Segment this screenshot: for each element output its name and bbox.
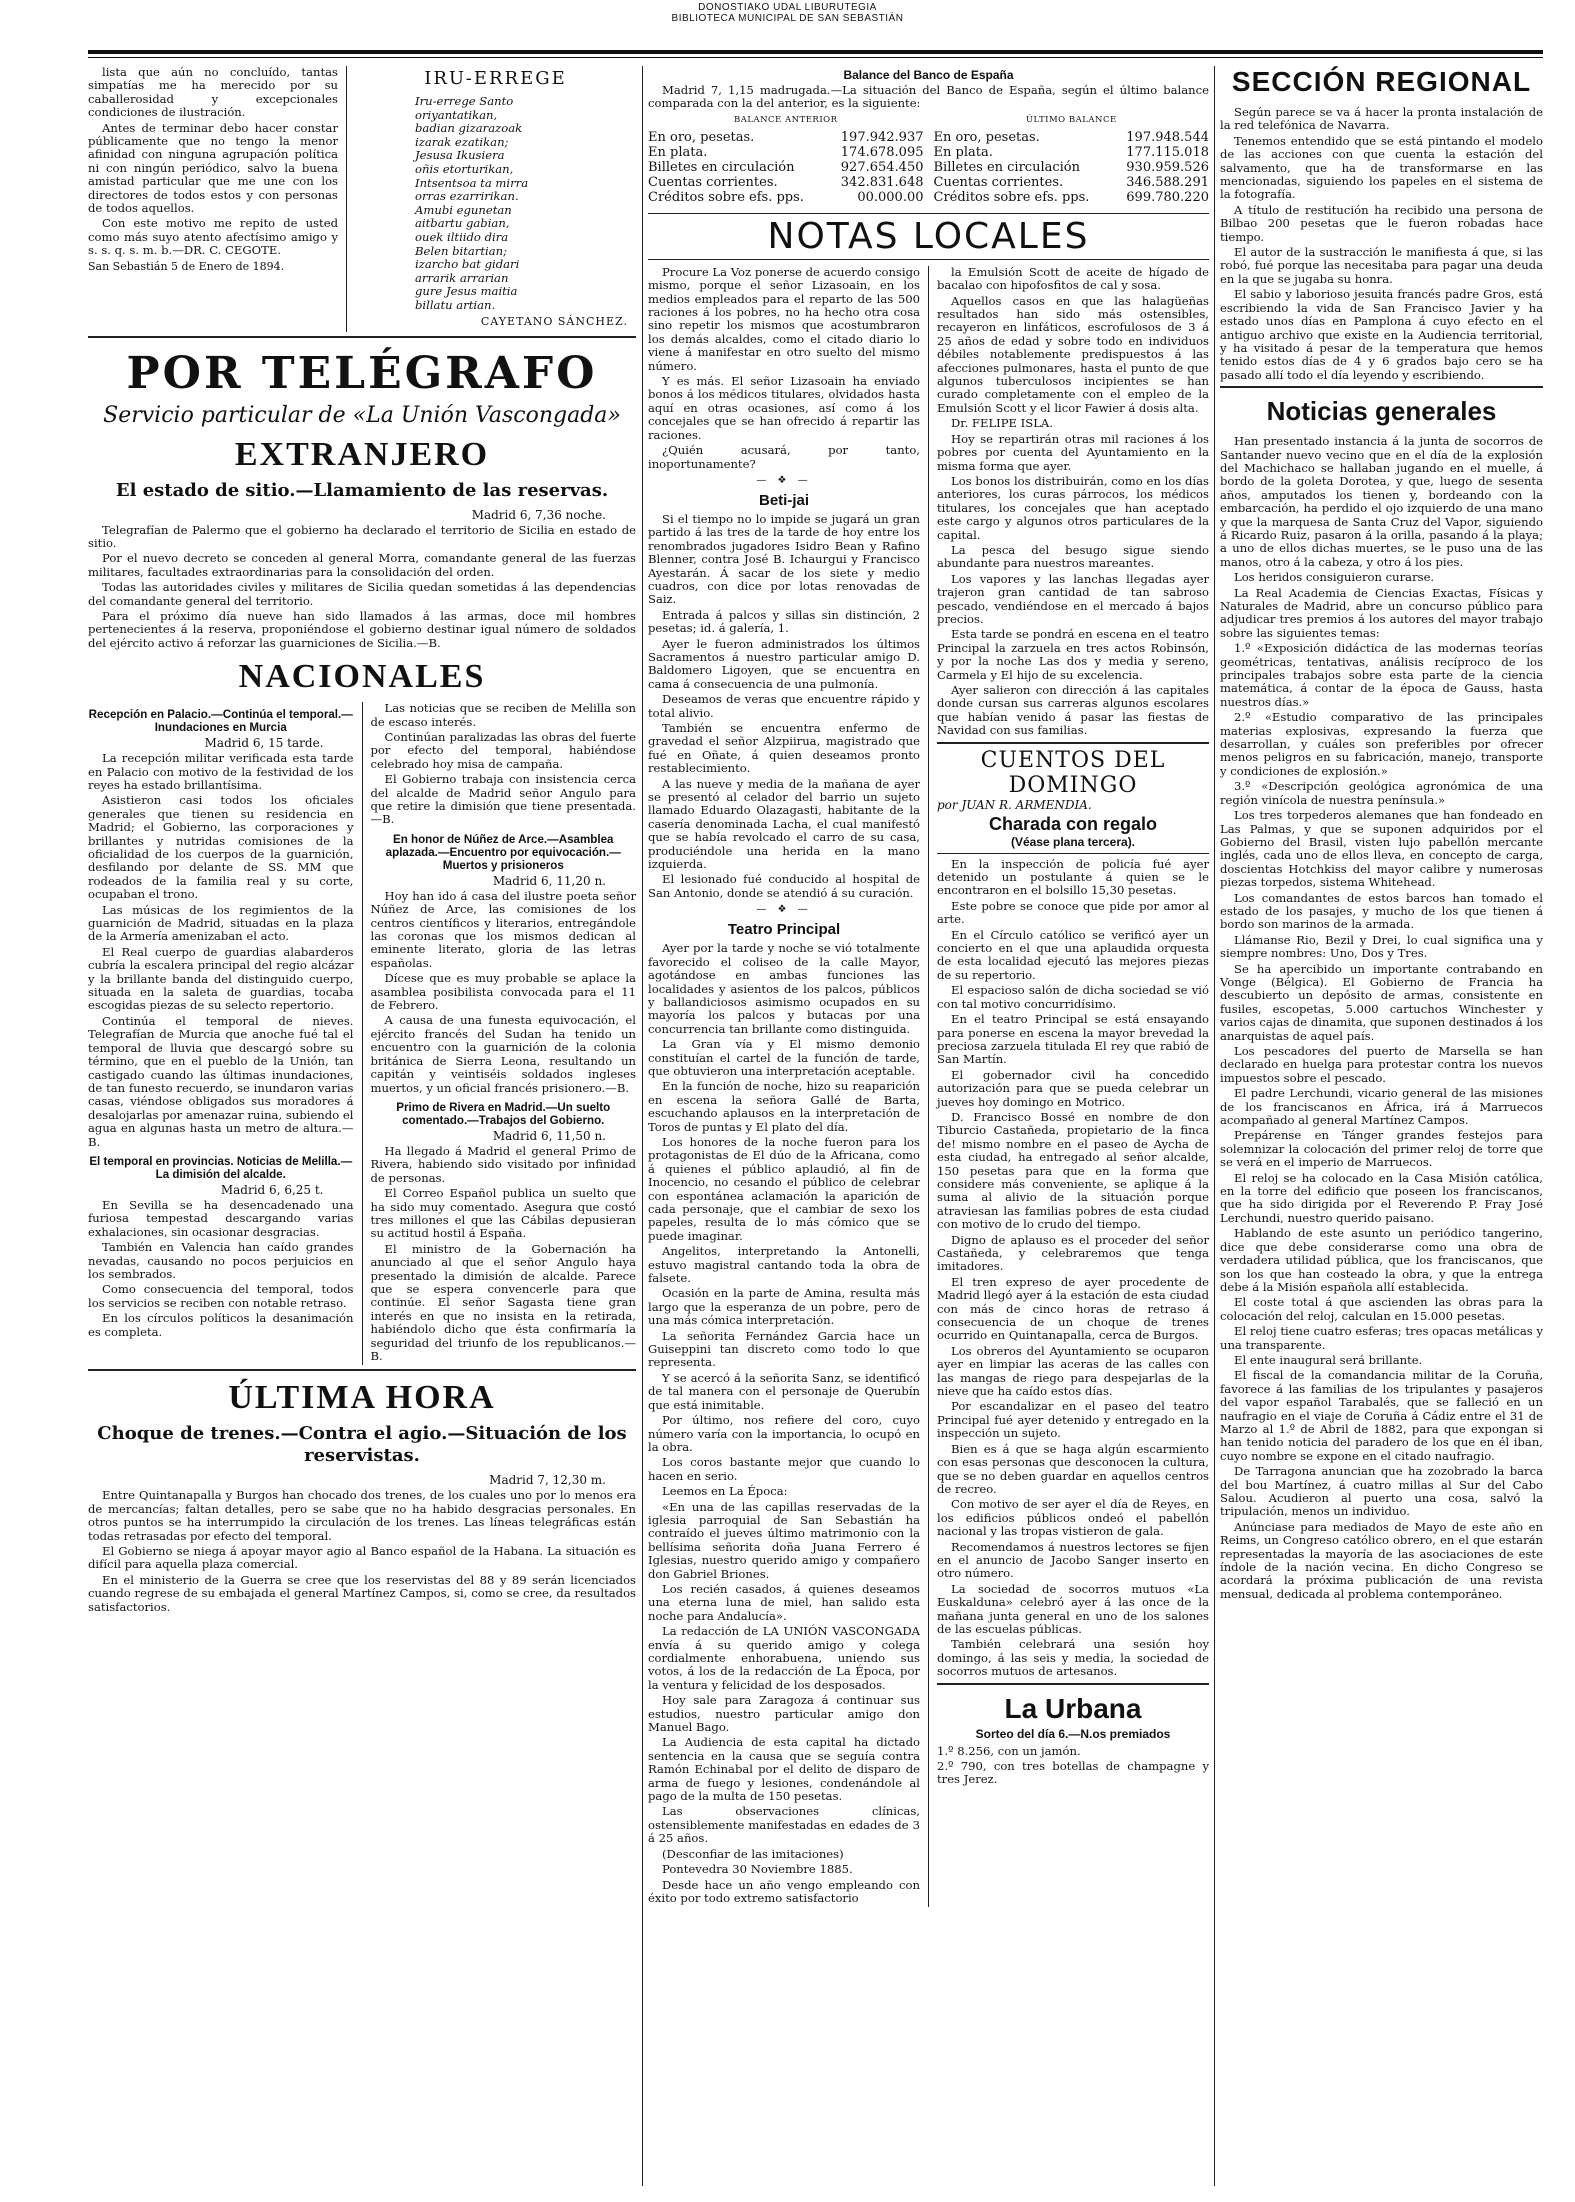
telegrafo-subtitle: Servicio particular de «La Unión Vascongada» bbox=[103, 402, 621, 428]
news-subhead: El temporal en provincias. Noticias de Melilla.—La dimisión del alcalde. bbox=[89, 1154, 353, 1181]
ornament-divider: — ❖ — bbox=[756, 904, 812, 916]
news-paragraph: El Gobierno trabaja con insistencia cerca del alcalde de Madrid señor Angulo para que retire la dimisión que tiene presentada.—B. bbox=[370, 772, 636, 827]
nacionales-left bbox=[88, 702, 354, 1365]
news-paragraph: Ha llegado á Madrid el general Primo de Rivera, habiendo sido visitado por infinidad de personas. bbox=[370, 1143, 636, 1185]
news-paragraph: Angelitos, interpretando la Antonelli, estuvo magistral cantando toda la obra de falsete. bbox=[648, 1244, 920, 1286]
news-paragraph: En el Círculo católico se verificó ayer un concierto en el que una aplaudida orquesta de esta localidad ejecutó las mejores piezas de su repertorio. bbox=[937, 927, 1209, 982]
urbana-item: 1.º 8.256, con un jamón. bbox=[937, 1743, 1081, 1758]
item-title: Beti-jai bbox=[758, 491, 809, 509]
noticias-paragraph: Se ha apercibido un importante contrabando en Vonge (Bélgica). El Gobierno de Francia ha descubierto un depósito de armas, consistente en fusiles, escopetas, 5.000 cartuchos Winchester y varios cajas de dinamita, que suponen destinados á los anarquistas de aquel país. bbox=[1220, 961, 1543, 1043]
bank-row bbox=[934, 130, 1210, 145]
news-paragraph: Desde hace un año vengo empleando con éxito por todo extremo satisfactorio bbox=[648, 1877, 920, 1905]
news-subhead: Primo de Rivera en Madrid.—Un suelto comentado.—Trabajos del Gobierno. bbox=[396, 1100, 611, 1127]
news-paragraph: Ayer por la tarde y noche se vió totalmente favorecido el coliseo de la calle Mayor, agotándose en ambas funciones las localidades y asientos de los palcos, públicos y ballandiciosos asimismo ocupados en su mayoría los palcos y butacas por una concurrencia tan brillante como distinguida. bbox=[648, 941, 920, 1036]
bank-row bbox=[934, 160, 1210, 175]
regional-paragraph: El autor de la sustracción le manifiesta á que, si las robó, fué porque las necesitaba para pagar una deuda en la que se jugaba su honra. bbox=[1220, 245, 1543, 286]
news-paragraph: Los coros bastante mejor que cuando lo hacen en serio. bbox=[648, 1455, 920, 1483]
noticias-paragraph: El padre Lerchundi, vicario general de las misiones de los franciscanos en África, irá á Marruecos acompañado al general Martínez Campos. bbox=[1220, 1086, 1543, 1128]
news-paragraph: Los recién casados, á quienes deseamos una eterna luna de miel, han salido esta noche para Andalucía». bbox=[648, 1581, 920, 1623]
notas-block bbox=[648, 266, 1209, 1908]
news-paragraph: Y es más. El señor Lizasoain ha enviado bonos á los médicos titulares, olvidados hasta aquí en otras ocasiones, así como á los concejales que se han ofrecido á repartir las raciones. bbox=[648, 374, 920, 442]
notas-right bbox=[928, 266, 1209, 1908]
bank-table-prev bbox=[648, 113, 924, 205]
bank-label: Cuentas corrientes. bbox=[648, 174, 778, 190]
bank-row bbox=[934, 145, 1210, 160]
news-paragraph: Digno de aplauso es el proceder del señor Castañeda, y celebraremos que tenga imitadores. bbox=[937, 1232, 1209, 1274]
noticias-paragraph: 3.º «Descripción geológica agronómica de una región vinícola de nuestra península.» bbox=[1220, 779, 1543, 807]
noticias-paragraph: Prepárense en Tánger grandes festejos para solemnizar la colocación del primer reloj de torre que se verá en el imperio de Marruecos. bbox=[1220, 1128, 1543, 1170]
noticias-title: Noticias generales bbox=[1266, 396, 1497, 427]
news-paragraph: Los obreros del Ayuntamiento se ocuparon ayer en limpiar las aceras de las calles con las mangas de riego para despejarlas de la nieve que ha caído estos días. bbox=[937, 1343, 1209, 1399]
news-dateline: Madrid 6, 11,50 n. bbox=[492, 1128, 606, 1143]
poem-line: badian gizarazoak bbox=[415, 121, 523, 136]
news-paragraph: A las nueve y media de la mañana de ayer se presentó al celador del barrio un sujeto llamado Eduardo Olazagasti, habitante de la casería denominada Lacha, el cual manifestó que se había revolcado el carro de su casa, produciéndole una herida en la mano izquierda. bbox=[648, 776, 920, 872]
poem bbox=[346, 66, 636, 332]
ultima-headline: Choque de trenes.—Contra el agio.—Situación de los reservistas. bbox=[97, 1423, 627, 1467]
news-paragraph: Continúa el temporal de nieves. Telegrafían de Murcia que anoche fué tal el temporal de lluvia que descargó sobre su término, que en el pueblo de la Unión, tan castigado cuando las últimas inundaciones, de tan funesto recuerdo, se inundaron varias casas, viéndose obligados sus moradores á desalojarlas por amenazar ruina, subiendo el agua en algunas hasta un metro de altura.—B. bbox=[88, 1013, 354, 1149]
bank-value: 177.115.018 bbox=[1126, 144, 1209, 160]
news-paragraph: A causa de una funesta equivocación, el ejército francés del Sudan ha tenido un encuentro con la guarnición de la colonia británica de Sierra Leona, resultando un capitán y veintiséis soldados ingleses muertos, y un oficial francés prisionero.—B. bbox=[370, 1013, 636, 1095]
noticias-paragraph: Los heridos consiguieron curarse. bbox=[1234, 570, 1435, 585]
poem-line: arrarik arrarian bbox=[415, 270, 509, 285]
bank-value: 930.959.526 bbox=[1126, 159, 1209, 175]
news-paragraph: El ministro de la Gobernación ha anunciado al que el señor Angulo haya presentado la dimisión de alcalde. Parece que se espera convencerle para que continúe. El señor Sagasta tiene gran interés en que no insista en la retirada, habiéndolo dicho que ésta confirmaría la seguridad del triunfo de los republicanos.—B. bbox=[370, 1241, 636, 1363]
news-paragraph: Con motivo de ser ayer el día de Reyes, en los edificios públicos ondeó el pabellón nacional y las tropas vistieron de gala. bbox=[937, 1497, 1209, 1539]
charada-note: (Véase plana tercera). bbox=[1010, 834, 1136, 849]
letter-poem-block bbox=[88, 66, 636, 332]
nacionales-block bbox=[88, 702, 636, 1365]
news-paragraph: La sociedad de socorros mutuos «La Euskalduna» celebró ayer á las once de la mañana junta general en uno de los salones de las escuelas públicas. bbox=[937, 1581, 1209, 1636]
news-paragraph: Deseamos de veras que encuentre rápido y total alivio. bbox=[648, 692, 920, 720]
ultima-paragraph: Entre Quintanapalla y Burgos han chocado dos trenes, de los cuales uno por lo menos era de mercancías; faltan detalles, pero se sabe que no ha habido desgracias personales. En otros puntos se ha interrumpido la circulación de los trenes. Las líneas telegráficas están todas retrasadas por efecto del temporal. bbox=[88, 1488, 636, 1543]
poem-line: Jesusa Ikusiera bbox=[415, 148, 505, 163]
news-paragraph: Bien es á que se haga algún escarmiento con esas personas que desconocen la cultura, que se no deben guardar en aquellos centros de recreo. bbox=[937, 1441, 1209, 1496]
news-paragraph: La Audiencia de esta capital ha dictado sentencia en la causa que se seguía contra Ramón Echinabal por el delito de disparo de arma de fuego y lesiones, condenándole al pago de la multa de 150 pesetas. bbox=[648, 1735, 920, 1804]
extranjero-paragraph: Telegrafían de Palermo que el gobierno ha declarado el territorio de Sicilia en estado de sitio. bbox=[88, 522, 636, 550]
divider bbox=[1220, 386, 1543, 388]
bank-value: 197.948.544 bbox=[1126, 129, 1209, 145]
bank-intro: Madrid 7, 1,15 madrugada.—La situación del Banco de España, según el último balance comparada con la del anterior, es la siguiente: bbox=[648, 83, 1209, 111]
extranjero-dateline: Madrid 6, 7,36 noche. bbox=[471, 507, 606, 522]
news-paragraph: Asistieron casi todos los oficiales generales que tienen su residencia en Madrid; el Gobierno, las corporaciones y brillantes y nutridas comisiones de la oficialidad de los cuerpos de la guarnición, desfilando por delante de SS. MM que rodeados de la familia real y su corte, ocupaban el trono. bbox=[88, 793, 354, 902]
news-paragraph: Ayer salieron con dirección á las capitales donde cursan sus carreras algunos escolares que habían venido á pasar las fiestas de Navidad con sus familias. bbox=[937, 683, 1209, 738]
left-column bbox=[88, 66, 636, 2186]
news-paragraph: Ocasión en la parte de Amina, resulta más largo que la esperanza de un pobre, pero de una más cómica interpretación. bbox=[648, 1286, 920, 1328]
bank-table-last bbox=[934, 113, 1210, 205]
news-paragraph: También celebrará una sesión hoy domingo, á las seis y media, la sociedad de socorros mutuos de artesanos. bbox=[937, 1637, 1209, 1679]
news-paragraph: La redacción de LA UNIÓN VASCONGADA envía á su querido amigo y colega cordialmente enhorabuena, uniendo sus votos, á los de la redacción de La Época, por la ventura y felicidad de los desposados. bbox=[648, 1624, 920, 1692]
archive-stamp-line2: BIBLIOTECA MUNICIPAL DE SAN SEBASTIÁN bbox=[671, 13, 904, 24]
column-divider bbox=[1214, 66, 1215, 2186]
urbana-item: 2.º 790, con tres botellas de champagne y tres Jerez. bbox=[937, 1759, 1209, 1787]
news-paragraph: D. Francisco Bossé en nombre de don Tiburcio Castañeda, propietario de la finca de! mismo nombre en el paseo de Aycha de esta ciudad, ha entregado al señor alcalde, 150 pesetas para que en la forma que considere más conveniente, se aplique á la suma al alivio de la situación porque atraviesan las familias pobres de esta ciudad con motivo de lo crudo del tiempo. bbox=[937, 1109, 1209, 1232]
news-paragraph: Esta tarde se pondrá en escena en el teatro Principal la zarzuela en tres actos Robinsón, y por la noche Las dos y media y sereno, Carmela y El hijo de su excelencia. bbox=[937, 627, 1209, 682]
news-paragraph: Dr. FELIPE ISLA. bbox=[951, 416, 1053, 431]
noticias-paragraph: Llámanse Rio, Bezil y Drei, lo cual significa una y siempre nombres: Uno, Dos y Tres. bbox=[1220, 932, 1543, 961]
news-paragraph: En los círculos políticos la desanimación es completa. bbox=[88, 1311, 354, 1339]
bank-label: En oro, pesetas. bbox=[648, 129, 755, 145]
nacionales-title: NACIONALES bbox=[238, 658, 486, 696]
news-paragraph: Como consecuencia del temporal, todos los servicios se reciben con notable retraso. bbox=[88, 1282, 354, 1310]
bank-row bbox=[648, 160, 924, 175]
poem-line: Belen bitartian; bbox=[415, 243, 507, 258]
ornament-divider: — ❖ — bbox=[756, 474, 812, 486]
masthead-rule-thin bbox=[88, 57, 1543, 58]
poem-line: billatu artian. bbox=[415, 297, 496, 312]
bank-label: En oro, pesetas. bbox=[933, 129, 1040, 145]
news-paragraph: El lesionado fué conducido al hospital de San Antonio, donde se atendió á su curación. bbox=[648, 872, 920, 900]
news-paragraph: El tren expreso de ayer procedente de Madrid llegó ayer á la estación de esta ciudad con más de cinco horas de retraso á consecuencia de un choque de trenes ocurrido en Quintanapalla, cerca de Burgos. bbox=[937, 1274, 1209, 1343]
noticias-paragraph: De Tarragona anuncian que ha zozobrado la barca del bou Martínez, á cuatro millas al Sur del Cabo Salou. Acudieron al puerto una cosa, salvó la tripulación, menos un individuo. bbox=[1220, 1464, 1543, 1519]
regional-paragraph: El sabio y laborioso jesuita francés padre Gros, está escribiendo la vida de San Francisco Javier y ha estado unos días en Pamplona á cuyo efecto en el antiguo archivo que existe en la Audiencia territorial, y ha visitado á pesar de la temperatura que hemos tenido estos días de 4 y 6 grados bajo cero se ha pasado allí todo el día leyendo y escribiendo. bbox=[1220, 287, 1543, 382]
cuentos-title: CUENTOS DEL DOMINGO bbox=[980, 747, 1166, 798]
poem-line: Intsentsoa ta mirra bbox=[415, 175, 529, 190]
item-title: Teatro Principal bbox=[727, 921, 841, 939]
news-paragraph: Recomendamos á nuestros lectores se fijen en el anuncio de Jacobo Sanger inserto en otro número. bbox=[937, 1539, 1209, 1581]
news-paragraph: El Real cuerpo de guardias alabarderos cubría la escalera principal del regio alcázar y la brillante banda del distinguido cuerpo, situada en la saleta de guardias, tocaba escogidas piezas de su selecto repertorio. bbox=[88, 944, 354, 1013]
bank-tables bbox=[648, 113, 1209, 205]
news-paragraph: En la inspección de policía fué ayer detenido un postulante á quien se le encontraron en el bolsillo 15,30 pesetas. bbox=[937, 856, 1209, 898]
news-paragraph: Hoy han ido á casa del ilustre poeta señor Núñez de Arce, las comisiones de los centros científicos y literarios, entregándole las coronas que los mismos dedican al eminente literato, gloria de las letras españolas. bbox=[370, 888, 636, 970]
news-paragraph: Entrada á palcos y sillas sin distinción, 2 pesetas; id. á galería, 1. bbox=[648, 607, 920, 636]
noticias-paragraph: El fiscal de la comandancia militar de la Coruña, favorece á las familias de los tripulantes y pasajeros del vapor español Tarabalés, que se falleció en un naufragio en el viaje de Coruña á Cádiz entre el 31 de Marzo al 1.º de Abril de 1882, para que expongan si han tenido noticia del paradero de los que en él iban, cuyo nombre se expone en el citado naufragio. bbox=[1220, 1368, 1543, 1463]
bank-label: En plata. bbox=[933, 144, 993, 160]
extranjero-paragraph: Por el nuevo decreto se conceden al general Morra, comandante general de las fuerzas militares, facultades extraordinarias para la consolidación del orden. bbox=[88, 551, 636, 579]
bank-label: Billetes en circulación bbox=[933, 159, 1080, 175]
noticias-paragraph: Los tres torpederos alemanes que han fondeado en Las Palmas, y que se suponen adquiridos por el Gobierno del Brasil, visten lujo pabellón mercante inglés, cada uno de ellos lleva, en concepto de carga, doscientas Hotchkiss del mayor calibre y numerosas piezas torpedos, sistema Whitehead. bbox=[1220, 808, 1543, 890]
news-paragraph: Las observaciones clínicas, ostensiblemente manifestadas en edades de 3 á 25 años. bbox=[648, 1804, 920, 1846]
letter-signoff: San Sebastián 5 de Enero de 1894. bbox=[88, 259, 285, 273]
news-subhead: En honor de Núñez de Arce.—Asamblea aplazada.—Encuentro por equivocación.—Muertos y prisioneros bbox=[385, 832, 621, 872]
letter-paragraph: lista que aún no concluído, tantas simpatías me ha merecido por su caballerosidad y excepcionales condiciones de ilustración. bbox=[88, 66, 338, 120]
news-dateline: Madrid 6, 11,20 n. bbox=[492, 873, 606, 888]
notas-left bbox=[648, 266, 920, 1908]
news-paragraph: Por último, nos refiere del coro, cuyo número varía con la importancia, lo ocupó en la obra. bbox=[648, 1413, 920, 1454]
news-paragraph: Dícese que es muy probable se aplace la asamblea posibilista convocada para el 11 de Febrero. bbox=[370, 971, 636, 1013]
news-paragraph: (Desconfiar de las imitaciones) bbox=[662, 1846, 844, 1861]
news-paragraph: En la función de noche, hizo su reaparición en escena la señora Gallé de Barta, escuchando aplausos en la interpretación de Toros de puntas y El plato del día. bbox=[648, 1079, 920, 1134]
divider bbox=[937, 853, 1209, 854]
letter bbox=[88, 66, 338, 332]
ultima-title: ÚLTIMA HORA bbox=[228, 1379, 496, 1417]
bank-row bbox=[648, 145, 924, 160]
bank-row bbox=[934, 175, 1210, 190]
poem-line: Iru-errege Santo bbox=[415, 94, 514, 108]
news-dateline: Madrid 6, 6,25 t. bbox=[220, 1182, 324, 1197]
news-paragraph: «En una de las capillas reservadas de la iglesia parroquial de San Sebastián ha contraído el jueves último matrimonio con la bellísima señorita doña Juana Ferrero é Iglesias, nuestro querido amigo y compañero don Gabriel Briones. bbox=[648, 1499, 920, 1581]
noticias-paragraph: Los comandantes de estos barcos han tomado el estado de los pasajes, y mucho de los que tienen á bordo son marinos de la armada. bbox=[1220, 890, 1543, 932]
archive-stamp bbox=[0, 2, 1575, 24]
bank-value: 00.000.00 bbox=[857, 189, 924, 205]
news-paragraph: Aquellos casos en que las halagüeñas resultados han sido más ostensibles, recayeron en linfáticos, escrofulosos de 3 á 25 años de edad y sobre todo en individuos débiles notablemente predispuestos á las afecciones pulmonares, hasta el punto de que algunos tuberculosos incipientes se han curado completamente con el empleo de la Emulsión Scott y el licor Fawier á dosis alta. bbox=[937, 293, 1209, 415]
news-paragraph: Ayer le fueron administrados los últimos Sacramentos á nuestro particular amigo D. Baldomero Ligoyen, que se encuentra en cama á consecuencia de una pulmonía. bbox=[648, 636, 920, 691]
poem-signature: CAYETANO SÁNCHEZ. bbox=[480, 314, 628, 328]
poem-line: orras ezarririkan. bbox=[415, 189, 519, 204]
letter-paragraph: Con este motivo me repito de usted como más suyo atento afectísimo amigo y s. s. q. s. m. b.—DR. C. CEGOTE. bbox=[88, 216, 338, 258]
poem-lines bbox=[355, 95, 636, 313]
bank-row bbox=[648, 175, 924, 190]
bank-value: 699.780.220 bbox=[1126, 189, 1209, 205]
news-paragraph: También se encuentra enfermo de gravedad el señor Alzpiirua, magistrado que fué en Oñate, á quien deseamos pronto restablecimiento. bbox=[648, 721, 920, 776]
noticias-paragraph: El reloj tiene cuatro esferas; tres opacas metálicas y una transparente. bbox=[1220, 1324, 1543, 1352]
news-paragraph: El Correo Español publica un suelto que ha sido muy comentado. Asegura que costó tres millones el que las Cábilas depusieran su actitud hostil á España. bbox=[370, 1186, 636, 1241]
poem-line: izarak ezatikan; bbox=[415, 134, 509, 149]
news-paragraph: En Sevilla se ha desencadenado una furiosa tempestad descargando varias exhalaciones, sin ocasionar desgracias. bbox=[88, 1197, 354, 1239]
noticias-paragraph: 1.º «Exposición didáctica de las modernas teorías geométricas, tentativas, análisis recíproco de los principales trabajos sobre esta parte de la ciencia matemática, á contar de la época de Gauss, hasta nuestros días.» bbox=[1220, 641, 1543, 709]
news-paragraph: Leemos en La Época: bbox=[662, 1484, 788, 1499]
extranjero-title: EXTRANJERO bbox=[234, 435, 490, 473]
news-paragraph: Las músicas de los regimientos de la guarnición de Madrid, situadas en la plaza de la Armería amenizaban el acto. bbox=[88, 902, 354, 944]
regional-paragraph: Tenemos entendido que se está pintando el modelo de las acciones con que cuenta la estación del salvamento, que ha de transformarse en las mencionadas, siguiendo los papeles en el sistema de la fotografía. bbox=[1220, 133, 1543, 202]
ultima-paragraph: En el ministerio de la Guerra se cree que los reservistas del 88 y 89 serán licenciados cuando regrese de su embajada el general Martínez Campos, si, como se cree, da resultados satisfactorios. bbox=[88, 1572, 636, 1614]
masthead-rule bbox=[88, 50, 1543, 54]
news-paragraph: También en Valencia han caído grandes nevadas, causando no pocos perjuicios en los sembrados. bbox=[88, 1240, 354, 1281]
news-paragraph: Los vapores y las lanchas llegadas ayer trajeron gran cantidad de tan sabroso pescado, vendiéndose en el mercado á bajos precios. bbox=[937, 571, 1209, 626]
poem-line: gure Jesus maitia bbox=[415, 284, 518, 299]
news-paragraph: la Emulsión Scott de aceite de hígado de bacalao con hipofosfitos de cal y sosa. bbox=[937, 264, 1209, 293]
letter-paragraph: Antes de terminar debo hacer constar públicamente que no tengo la menor afinidad con ninguna agrupación política ni con ningún periódico, salvo la buena amistad particular que me une con los directores de todos estos y con personas de todos aquellos. bbox=[88, 120, 338, 216]
charada-title: Charada con regalo bbox=[988, 813, 1158, 834]
notas-title: NOTAS LOCALES bbox=[648, 213, 1209, 260]
noticias-paragraph: Han presentado instancia á la junta de socorros de Santander nuevo vecino que en el día de la explosión del Machichaco se hallaban jugando en el muelle, á bordo de la goleta Dorotea, y que, luego de sesenta años, amputados los tienen y, bordeando con la embarcación, ha perdido el ojo izquierdo de una mano y que la marquesa de Santa Cruz del Vapor, siguiendo á Ricardo Ruiz, pasaron á la orilla, pasando á la playa; a uno de ellos dichas muertes, se le puso una de las manos, otro á la cabeza, y otro á los pies. bbox=[1220, 434, 1543, 569]
news-paragraph: ¿Quién acusará, por tanto, inoportunamente? bbox=[648, 443, 920, 471]
news-paragraph: Si el tiempo no lo impide se jugará un gran partido á las tres de la tarde de hoy entre los renombrados jugadores Isidro Bean y Rafino Blenner, contra José B. Ichaurgui y Francisco Ayestarán. Á sacar de los siete y medio cuadros, con dice por lotas renovadas de Saiz. bbox=[648, 511, 920, 607]
poem-line: aitbartu gabian, bbox=[415, 216, 510, 231]
poem-line: ouek iltiido dira bbox=[415, 229, 509, 244]
bank-value: 927.654.450 bbox=[840, 159, 924, 175]
news-paragraph: Las noticias que se reciben de Melilla son de escaso interés. bbox=[370, 701, 636, 729]
news-paragraph: Pontevedra 30 Noviembre 1885. bbox=[662, 1862, 853, 1877]
extranjero-paragraph: Todas las autoridades civiles y militares de Sicilia quedan sometidas á las dependencias del comandante general del territorio. bbox=[88, 580, 636, 608]
extranjero-headline: El estado de sitio.—Llamamiento de las reservas. bbox=[115, 479, 609, 501]
regional-paragraph: Según parece se va á hacer la pronta instalación de la red telefónica de Navarra. bbox=[1220, 105, 1543, 133]
archive-stamp-line1: DONOSTIAKO UDAL LIBURUTEGIA bbox=[698, 2, 877, 13]
news-paragraph: Y se acercó á la señorita Sanz, se identificó de tal manera con el personaje de Querubín que está inimitable. bbox=[648, 1370, 920, 1412]
nacionales-right bbox=[362, 702, 637, 1365]
noticias-paragraph: 2.º «Estudio comparativo de las principales materias explosivas, expresando la fuerza que desarrollan, y cuáles son preferibles por ofrecer menos peligros en su fabricación, manejo, transporte y condiciones de explosión.» bbox=[1220, 710, 1543, 778]
noticias-paragraph: El coste total á que ascienden las obras para la colocación del reloj, calculan en 15.000 pesetas. bbox=[1220, 1295, 1543, 1323]
news-paragraph: La señorita Fernández Garcia hace un Guiseppini tan discreto como todo lo que representa. bbox=[648, 1328, 920, 1370]
news-paragraph: El espacioso salón de dicha sociedad se vió con tal motivo concurridísimo. bbox=[937, 983, 1209, 1011]
bank-value: 197.942.937 bbox=[840, 129, 924, 145]
column-divider bbox=[642, 66, 643, 2186]
cuentos-author: por JUAN R. ARMENDIA. bbox=[937, 797, 1092, 812]
bank-label: En plata. bbox=[648, 144, 708, 160]
seccion-regional-title: SECCIÓN REGIONAL bbox=[1231, 66, 1532, 97]
news-paragraph: La recepción militar verificada esta tarde en Palacio con motivo de la festividad de los reyes ha estado brillantísima. bbox=[88, 751, 354, 792]
bank-label: Billetes en circulación bbox=[648, 159, 795, 175]
bank-value: 346.588.291 bbox=[1126, 174, 1209, 190]
bank-row bbox=[934, 190, 1210, 205]
news-dateline: Madrid 6, 15 tarde. bbox=[204, 736, 324, 751]
news-paragraph: Hoy se repartirán otras mil raciones á los pobres por cuenta del Ayuntamiento en la misma forma que ayer. bbox=[937, 431, 1209, 473]
ultima-dateline: Madrid 7, 12,30 m. bbox=[489, 1473, 606, 1488]
news-subhead: Recepción en Palacio.—Continúa el temporal.—Inundaciones en Murcia bbox=[88, 708, 353, 735]
right-column bbox=[1220, 66, 1543, 2186]
news-paragraph: Los bonos los distribuirán, como en los días anteriores, los curas párrocos, los médicos titulares, los concejales que han aceptado este cargo y algunos otros particulares de la capital. bbox=[937, 473, 1209, 542]
poem-line: oriyantatikan, bbox=[415, 107, 498, 122]
bank-label: Créditos sobre efs. pps. bbox=[648, 189, 804, 205]
poem-line: oñis etorturikan, bbox=[415, 161, 514, 176]
news-paragraph: En el teatro Principal se está ensayando para ponerse en escena la mayor brevedad la preciosa zarzuela titulada El rey que rabió de San Martín. bbox=[937, 1012, 1209, 1067]
poem-line: Amubi egunetan bbox=[415, 202, 512, 217]
urbana-sorteo: Sorteo del día 6.—N.os premiados bbox=[975, 1726, 1171, 1741]
divider bbox=[937, 1683, 1209, 1685]
noticias-paragraph: Anúnciase para mediados de Mayo de este año en Reims, un Congreso católico obrero, en el que estarán representadas la mayoría de las asociaciones de este índole de la nación vecina. En dicho Congreso se acordará la próxima publicación de una revista mensual, dedicada al problema contemporáneo. bbox=[1220, 1519, 1543, 1601]
poem-line: izarcho bat gidari bbox=[415, 257, 520, 272]
noticias-paragraph: El reloj se ha colocado en la Casa Misión católica, en la torre del edificio que poseen los franciscanos, que ha sido dirigida por el Reverendo P. Fray José Lerchundi, nuestro querido paisano. bbox=[1220, 1170, 1543, 1225]
urbana-title: La Urbana bbox=[1004, 1692, 1142, 1724]
bank-value: 174.678.095 bbox=[840, 144, 924, 160]
bank-label: Cuentas corrientes. bbox=[933, 174, 1064, 190]
news-paragraph: La Gran vía y El mismo demonio constituían el cartel de la función de tarde, que obtuvieron una interpretación aceptable. bbox=[648, 1037, 920, 1078]
bank-last-caption: ÚLTIMO BALANCE bbox=[1025, 114, 1117, 125]
noticias-paragraph: La Real Academia de Ciencias Exactas, Físicas y Naturales de Madrid, abre un concurso público para adjudicar tres premios á los autores del mayor trabajo sobre las siguientes temas: bbox=[1220, 585, 1543, 640]
divider bbox=[937, 742, 1209, 744]
ultima-paragraph: El Gobierno se niega á apoyar mayor agio al Banco español de la Habana. La situación es difícil para aquella plaza comercial. bbox=[88, 1544, 636, 1572]
divider bbox=[88, 336, 636, 338]
bank-row bbox=[648, 130, 924, 145]
bank-label: Créditos sobre efs. pps. bbox=[933, 189, 1090, 205]
news-paragraph: El gobernador civil ha concedido autorización para que se pueda celebrar un jueves hoy domingo en Motrico. bbox=[937, 1067, 1209, 1109]
bank-prev-caption: BALANCE ANTERIOR bbox=[733, 114, 838, 125]
news-paragraph: Hoy sale para Zaragoza á continuar sus estudios, nuestro particular amigo don Manuel Bago. bbox=[648, 1693, 920, 1735]
telegrafo-title: POR TELÉGRAFO bbox=[126, 347, 598, 399]
regional-paragraph: A título de restitución ha recibido una persona de Bilbao 200 pesetas que le fueron robadas hace tiempo. bbox=[1220, 202, 1543, 244]
bank-row bbox=[648, 190, 924, 205]
poem-title: IRU-ERREGE bbox=[424, 68, 567, 89]
news-paragraph: Procure La Voz ponerse de acuerdo consigo mismo, porque el señor Lizasoain, en los medios empleados para el reparto de las 500 raciones á los pobres, no ha hecho otra cosa sino repetir los mismos que acostumbraron los demás alcaldes, como el citado diario lo viene á manifestar en otro suelto del mismo número. bbox=[648, 264, 920, 373]
news-paragraph: Continúan paralizadas las obras del fuerte por efecto del temporal, habiéndose celebrado hoy misa de campaña. bbox=[370, 729, 636, 771]
news-paragraph: Por escandalizar en el paseo del teatro Principal fué ayer detenido y entregado en la inspección un sujeto. bbox=[937, 1399, 1209, 1441]
news-paragraph: La pesca del besugo sigue siendo abundante para nuestros mareantes. bbox=[937, 542, 1209, 571]
news-paragraph: Los honores de la noche fueron para los protagonistas de El dúo de la Africana, como á quienes el público aplaudió, al fin de Inocencio, no cesando el público de celebrar con espontánea aclamación la aparición de cada personaje, que el cambiar de sexo los papeles, resulta de lo más cómico que se puede imaginar. bbox=[648, 1134, 920, 1243]
noticias-paragraph: Hablando de este asunto un periódico tangerino, dice que debe considerarse como una obra de verdadera utilidad pública, que los franciscanos, que son los que han costeado la obra, y que la entrega debe á la Misión española allí establecida. bbox=[1220, 1226, 1543, 1294]
noticias-paragraph: Los pescadores del puerto de Marsella se han declarado en huelga para protestar contra los nuevos impuestos sobre el pescado. bbox=[1220, 1044, 1543, 1085]
bank-value: 342.831.648 bbox=[840, 174, 924, 190]
middle-column bbox=[648, 66, 1209, 2186]
news-paragraph: Este pobre se conoce que pide por amor al arte. bbox=[937, 898, 1209, 927]
noticias-paragraph: El ente inaugural será brillante. bbox=[1234, 1352, 1423, 1367]
extranjero-paragraph: Para el próximo día nueve han sido llamados á las armas, doce mil hombres pertenecientes á la reserva, proponiéndose el gobierno destinar igual número de soldados del ejército activo á reforzar las guarniciones de Sicilia.—B. bbox=[88, 608, 636, 650]
divider bbox=[88, 1369, 636, 1371]
bank-title: Balance del Banco de España bbox=[843, 68, 1014, 82]
